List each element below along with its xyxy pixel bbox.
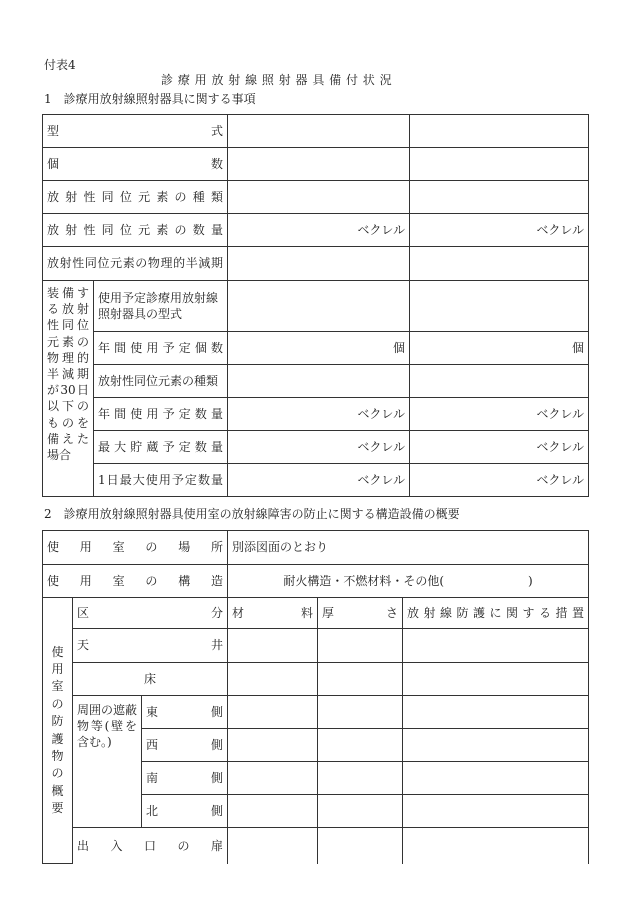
room-structure-table <box>42 530 589 864</box>
ceiling-material[interactable] <box>228 629 318 663</box>
count-label: 個数 <box>43 148 228 181</box>
sub-isotope-type-value-1[interactable] <box>228 365 410 398</box>
section2-heading: 2 診療用放射線照射器具使用室の放射線障害の防止に関する構造設備の概要 <box>44 507 460 521</box>
west-thickness[interactable] <box>318 729 403 762</box>
ceiling-label: 天井 <box>73 629 228 663</box>
door-material[interactable] <box>228 828 318 864</box>
isotope-quantity-unit-2[interactable]: ベクレル <box>410 214 589 247</box>
half-life-value-1[interactable] <box>228 247 410 281</box>
south-thickness[interactable] <box>318 762 403 795</box>
page-title: 診 療 用 放 射 線 照 射 器 具 備 付 状 況 <box>161 73 393 87</box>
daily-max-unit-1[interactable]: ベクレル <box>228 464 410 497</box>
door-measures[interactable] <box>403 828 589 864</box>
division-column-header: 区分 <box>73 598 228 629</box>
east-label: 東側 <box>142 696 228 729</box>
appendix-label: 付表4 <box>44 58 76 72</box>
count-value-1[interactable] <box>228 148 410 181</box>
isotope-type-value-2[interactable] <box>410 181 589 214</box>
annual-count-unit-1[interactable]: 個 <box>228 332 410 365</box>
half-life-label: 放射性同位元素の物理的半減期 <box>43 247 228 281</box>
floor-measures[interactable] <box>403 663 589 696</box>
east-measures[interactable] <box>403 696 589 729</box>
ceiling-measures[interactable] <box>403 629 589 663</box>
isotope-quantity-label: 放射性同位元素の数量 <box>43 214 228 247</box>
annual-count-label: 年間使用予定個数 <box>94 332 228 365</box>
sub-isotope-type-label: 放射性同位元素の種類 <box>94 365 228 398</box>
sub-isotope-type-value-2[interactable] <box>410 365 589 398</box>
short-halflife-header: 装備する放射性同位元素の物理的半減期が30日以下のものを備えた場合 <box>43 281 94 497</box>
south-label: 南側 <box>142 762 228 795</box>
east-material[interactable] <box>228 696 318 729</box>
planned-model-label: 使用予定診療用放射線照射器具の型式 <box>94 281 228 332</box>
thickness-column-header: 厚さ <box>318 598 403 629</box>
floor-thickness[interactable] <box>318 663 403 696</box>
isotope-quantity-unit-1[interactable]: ベクレル <box>228 214 410 247</box>
daily-max-label: 1日最大使用予定数量 <box>94 464 228 497</box>
planned-model-value-1[interactable] <box>228 281 410 332</box>
section1-heading: 1 診療用放射線照射器具に関する事項 <box>44 92 256 106</box>
planned-model-value-2[interactable] <box>410 281 589 332</box>
structure-value[interactable]: 耐火構造・不燃材料・その他( ) <box>228 565 589 598</box>
door-label: 出入口の扉 <box>73 828 228 864</box>
north-material[interactable] <box>228 795 318 828</box>
annual-quantity-unit-2[interactable]: ベクレル <box>410 398 589 431</box>
west-measures[interactable] <box>403 729 589 762</box>
half-life-value-2[interactable] <box>410 247 589 281</box>
floor-material[interactable] <box>228 663 318 696</box>
north-thickness[interactable] <box>318 795 403 828</box>
annual-count-unit-2[interactable]: 個 <box>410 332 589 365</box>
north-label: 北側 <box>142 795 228 828</box>
annual-quantity-label: 年間使用予定数量 <box>94 398 228 431</box>
isotope-type-value-1[interactable] <box>228 181 410 214</box>
location-label: 使用室の場所 <box>43 531 228 565</box>
annual-quantity-unit-1[interactable]: ベクレル <box>228 398 410 431</box>
model-value-2[interactable] <box>410 115 589 148</box>
protection-header: 使用室の防護物の概要 <box>43 598 73 864</box>
surrounding-label: 周囲の遮蔽物等(壁を含む。) <box>73 696 142 828</box>
ceiling-thickness[interactable] <box>318 629 403 663</box>
west-label: 西側 <box>142 729 228 762</box>
south-measures[interactable] <box>403 762 589 795</box>
south-material[interactable] <box>228 762 318 795</box>
count-value-2[interactable] <box>410 148 589 181</box>
max-storage-unit-2[interactable]: ベクレル <box>410 431 589 464</box>
max-storage-unit-1[interactable]: ベクレル <box>228 431 410 464</box>
material-column-header: 材料 <box>228 598 318 629</box>
model-value-1[interactable] <box>228 115 410 148</box>
west-material[interactable] <box>228 729 318 762</box>
location-value[interactable]: 別添図面のとおり <box>228 531 589 565</box>
north-measures[interactable] <box>403 795 589 828</box>
max-storage-label: 最大貯蔵予定数量 <box>94 431 228 464</box>
isotope-type-label: 放射性同位元素の種類 <box>43 181 228 214</box>
east-thickness[interactable] <box>318 696 403 729</box>
structure-label: 使用室の構造 <box>43 565 228 598</box>
door-thickness[interactable] <box>318 828 403 864</box>
floor-label: 床 <box>73 663 228 696</box>
daily-max-unit-2[interactable]: ベクレル <box>410 464 589 497</box>
model-label: 型式 <box>43 115 228 148</box>
measures-column-header: 放射線防護に関する措置 <box>403 598 589 629</box>
equipment-table <box>42 114 589 497</box>
